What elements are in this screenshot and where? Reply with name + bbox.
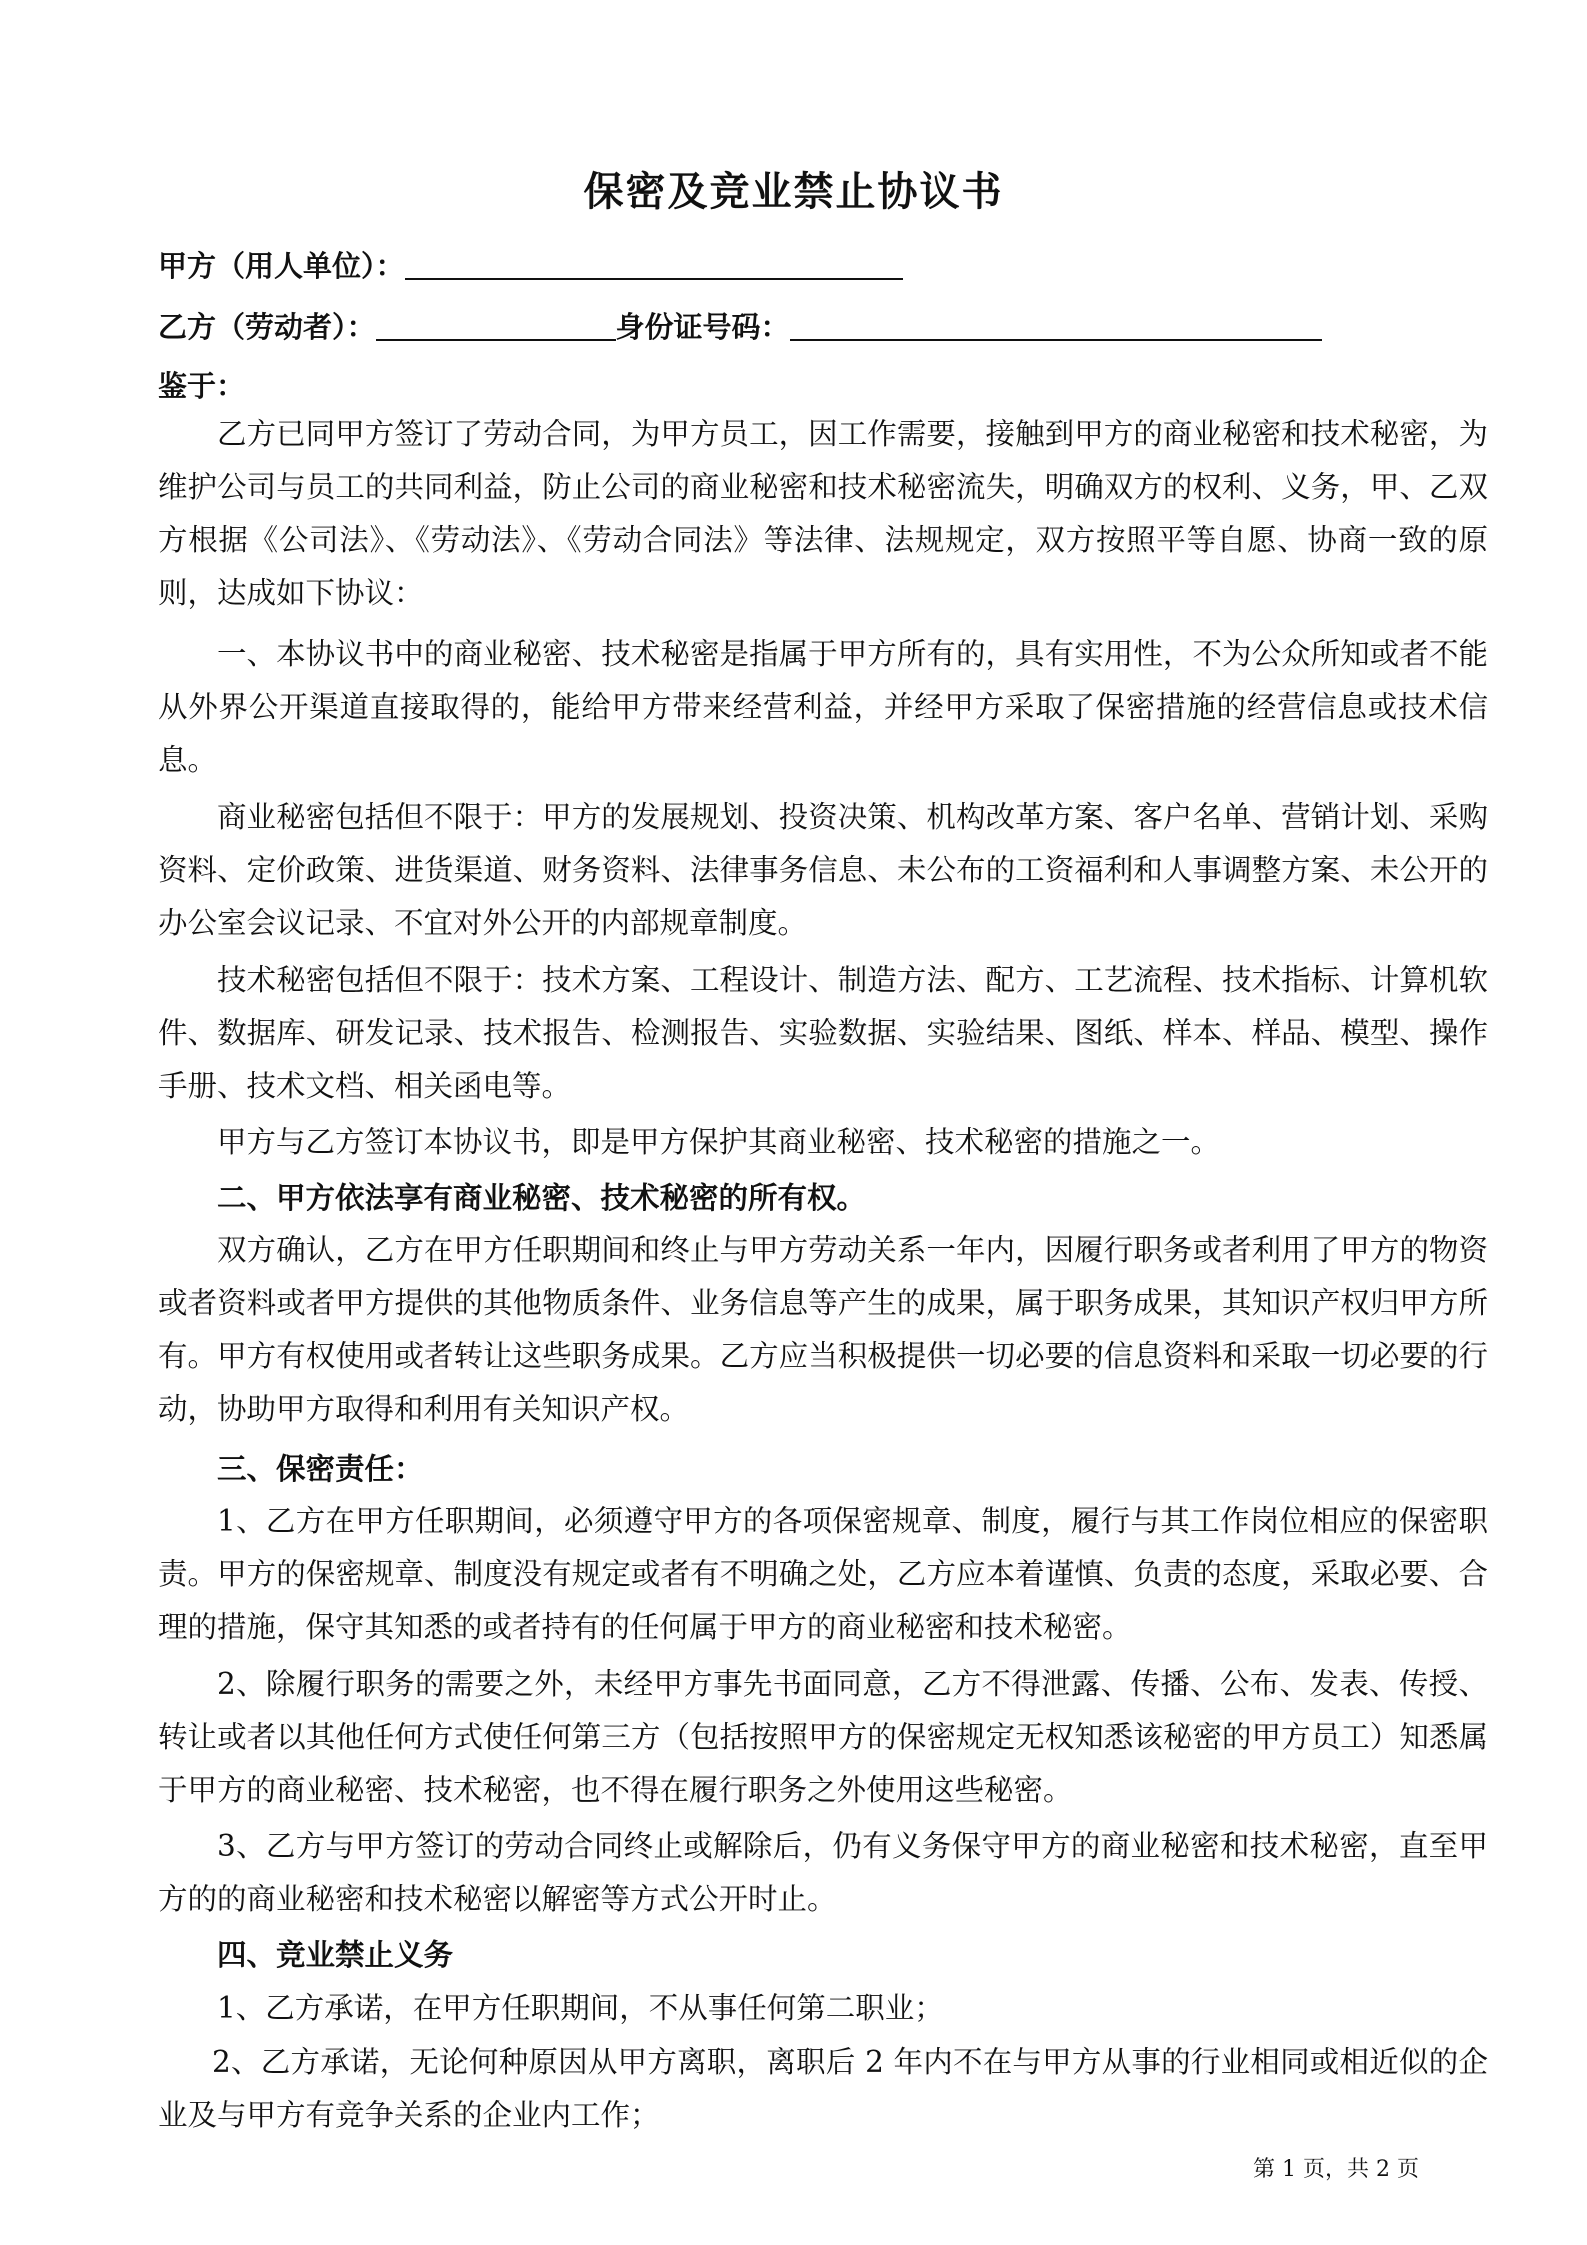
party-a-label: 甲方（用人单位）： <box>158 249 405 283</box>
id-number-blank[interactable] <box>790 309 1322 341</box>
section-3-heading: 三、保密责任： <box>217 1451 424 1486</box>
id-number-label: 身份证号码： <box>615 310 790 344</box>
party-b-blank[interactable] <box>376 309 616 341</box>
paragraph-business-secrets: 商业秘密包括但不限于：甲方的发展规划、投资决策、机构改革方案、客户名单、营销计划、采购资料、定价政策、进货渠道、财务资料、法律事务信息、未公布的工资福利和人事调整方案、未公开的办公室会议记录、不宜对外公开的内部规章制度。 <box>158 800 1488 940</box>
party-a-row <box>158 246 903 286</box>
paragraph-noncompete-1: 1、乙方承诺，在甲方任职期间，不从事任何第二职业； <box>217 1991 944 2025</box>
paragraph-intro: 乙方已同甲方签订了劳动合同，为甲方员工，因工作需要，接触到甲方的商业秘密和技术秘密，为维护公司与员工的共同利益，防止公司的商业秘密和技术秘密流失，明确双方的权利、义务，甲、乙双方根据《公司法》、《劳动法》、《劳动合同法》等法律、法规规定，双方按照平等自愿、协商一致的原则，达成如下协议： <box>158 417 1488 610</box>
paragraph-confidentiality-1: 1、乙方在甲方任职期间，必须遵守甲方的各项保密规章、制度，履行与其工作岗位相应的保密职责。甲方的保密规章、制度没有规定或者有不明确之处，乙方应本着谨慎、负责的态度，采取必要、合理的措施，保守其知悉的或者持有的任何属于甲方的商业秘密和技术秘密。 <box>158 1504 1488 1644</box>
paragraph-noncompete-2: 2、乙方承诺，无论何种原因从甲方离职，离职后 2 年内不在与甲方从事的行业相同或相近似的企业及与甲方有竞争关系的企业内工作； <box>158 2045 1488 2132</box>
section-4-heading: 四、竞业禁止义务 <box>217 1937 454 1972</box>
paragraph-ownership: 双方确认，乙方在甲方任职期间和终止与甲方劳动关系一年内，因履行职务或者利用了甲方的物资或者资料或者甲方提供的其他物质条件、业务信息等产生的成果，属于职务成果，其知识产权归甲方所有。甲方有权使用或者转让这些职务成果。乙方应当积极提供一切必要的信息资料和采取一切必要的行动，协助甲方取得和利用有关知识产权。 <box>158 1233 1488 1426</box>
party-a-blank[interactable] <box>405 248 903 280</box>
whereas-heading: 鉴于： <box>158 369 246 403</box>
document-title: 保密及竞业禁止协议书 <box>583 168 1004 215</box>
party-b-label: 乙方（劳动者）： <box>158 310 376 344</box>
paragraph-definition: 一、本协议书中的商业秘密、技术秘密是指属于甲方所有的，具有实用性，不为公众所知或者不能从外界公开渠道直接取得的，能给甲方带来经营利益，并经甲方采取了保密措施的经营信息或技术信息。 <box>158 637 1488 777</box>
paragraph-confidentiality-2: 2、除履行职务的需要之外，未经甲方事先书面同意，乙方不得泄露、传播、公布、发表、传授、转让或者以其他任何方式使任何第三方（包括按照甲方的保密规定无权知悉该秘密的甲方员工）知悉属于甲方的商业秘密、技术秘密，也不得在履行职务之外使用这些秘密。 <box>158 1667 1488 1807</box>
page-number: 第 1 页，共 2 页 <box>1253 2157 1419 2182</box>
paragraph-confidentiality-3: 3、乙方与甲方签订的劳动合同终止或解除后，仍有义务保守甲方的商业秘密和技术秘密，直至甲方的的商业秘密和技术秘密以解密等方式公开时止。 <box>158 1829 1488 1916</box>
paragraph-technical-secrets: 技术秘密包括但不限于：技术方案、工程设计、制造方法、配方、工艺流程、技术指标、计算机软件、数据库、研发记录、技术报告、检测报告、实验数据、实验结果、图纸、样本、样品、模型、操作手册、技术文档、相关函电等。 <box>158 963 1488 1103</box>
paragraph-measures: 甲方与乙方签订本协议书，即是甲方保护其商业秘密、技术秘密的措施之一。 <box>217 1125 1221 1159</box>
party-b-row <box>158 307 1322 347</box>
section-2-heading: 二、甲方依法享有商业秘密、技术秘密的所有权。 <box>217 1180 867 1215</box>
